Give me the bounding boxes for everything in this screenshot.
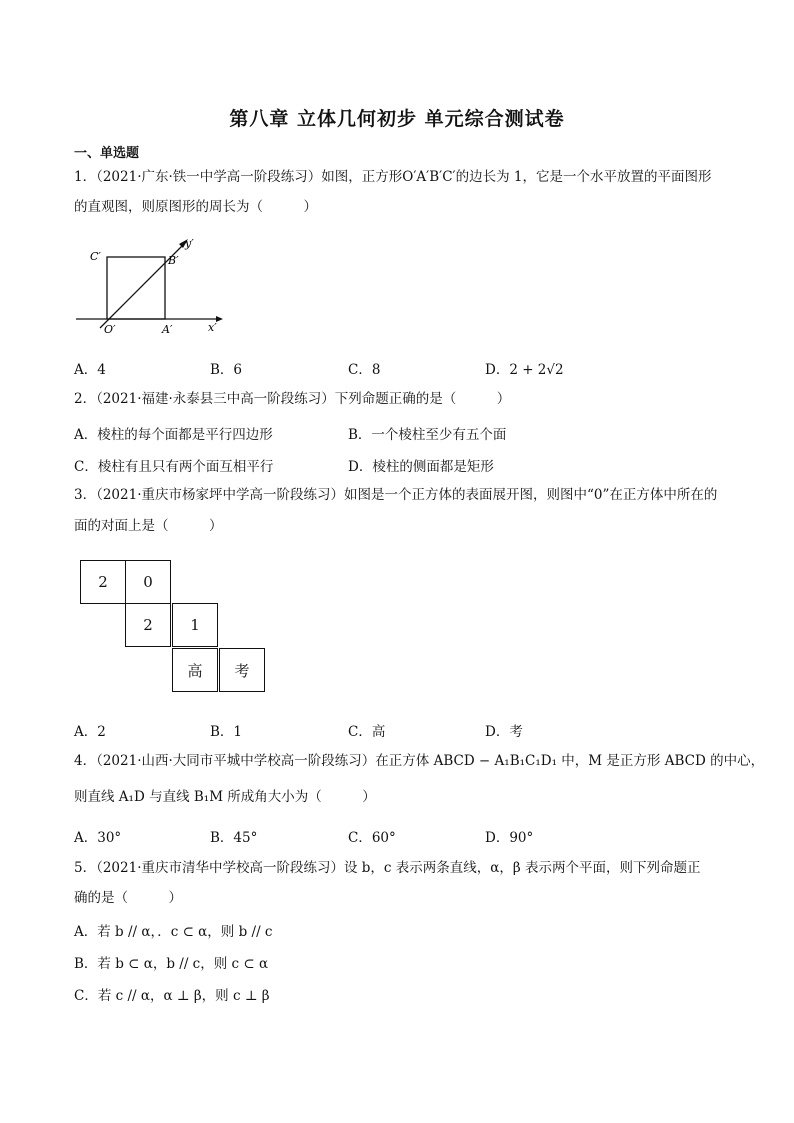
q1-label-o: O′ [104, 323, 116, 336]
net-cell: 2 [125, 603, 171, 647]
q1-label-a: A′ [162, 323, 173, 336]
q1-option-b[interactable]: B．6 [210, 362, 243, 378]
net-cell: 考 [219, 648, 265, 692]
q3-option-a[interactable]: A．2 [74, 724, 106, 740]
q3-option-b[interactable]: B．1 [210, 724, 243, 740]
q1-stem-line2: 的直观图，则原图形的周长为（ ） [74, 199, 317, 215]
q1-label-x: x′ [208, 321, 217, 334]
q1-option-c[interactable]: C．8 [348, 362, 381, 378]
page-title: 第八章 立体几何初步 单元综合测试卷 [229, 108, 565, 130]
q4-option-d[interactable]: D．90° [485, 830, 534, 846]
q3-stem-line2: 面的对面上是（ ） [74, 518, 223, 534]
q4-option-b[interactable]: B．45° [210, 830, 258, 846]
q2-option-a[interactable]: A．棱柱的每个面都是平行四边形 [74, 427, 273, 443]
q1-stem-line1: 1．（2021·广东·铁一中学高一阶段练习）如图，正方形O′A′B′C′的边长为 1，它是一个水平放置的平面图形 [74, 169, 712, 185]
q1-label-b: B′ [168, 254, 179, 267]
q4-option-c[interactable]: C．60° [348, 830, 396, 846]
q1-figure [70, 234, 230, 338]
q3-stem-line1: 3．（2021·重庆市杨家坪中学高一阶段练习）如图是一个正方体的表面展开图，则图中“0”在正方体中所在的 [74, 487, 718, 503]
net-cell: 0 [125, 560, 171, 604]
q1-label-y: y′ [185, 237, 194, 250]
q5-option-b[interactable]: B．若 b ⊂ α，b // c，则 c ⊂ α [74, 956, 269, 972]
q2-option-d[interactable]: D．棱柱的侧面都是矩形 [348, 459, 494, 475]
q1-option-d[interactable]: D．2 + 2√2 [485, 362, 564, 378]
q3-option-c[interactable]: C．高 [348, 724, 386, 740]
q5-stem-line1: 5．（2021·重庆市清华中学校高一阶段练习）设 b，c 表示两条直线，α，β 表示两个平面，则下列命题正 [74, 860, 701, 876]
q5-option-c[interactable]: C．若 c // α，α ⊥ β，则 c ⊥ β [74, 988, 270, 1004]
q1-label-c: C′ [90, 250, 101, 263]
q3-option-d[interactable]: D．考 [485, 724, 523, 740]
q4-option-a[interactable]: A．30° [74, 830, 122, 846]
q2-stem: 2．（2021·福建·永泰县三中高一阶段练习）下列命题正确的是（ ） [74, 391, 511, 407]
q5-stem-line2: 确的是（ ） [74, 890, 182, 906]
q4-stem-line1: 4．（2021·山西·大同市平城中学校高一阶段练习）在正方体 ABCD − A₁B₁C₁D₁ 中，M 是正方形 ABCD 的中心， [74, 753, 765, 769]
q2-option-c[interactable]: C．棱柱有且只有两个面互相平行 [74, 459, 274, 475]
q5-option-a[interactable]: A．若 b // α，．c ⊂ α，则 b // c [74, 924, 273, 940]
q2-option-b[interactable]: B．一个棱柱至少有五个面 [348, 427, 507, 443]
q4-stem-line2: 则直线 A₁D 与直线 B₁M 所成角大小为（ ） [74, 789, 376, 805]
section-heading: 一、单选题 [74, 146, 140, 161]
net-cell: 2 [80, 560, 126, 604]
net-cell: 高 [172, 648, 218, 692]
net-cell: 1 [172, 603, 218, 647]
q1-option-a[interactable]: A．4 [74, 362, 106, 378]
